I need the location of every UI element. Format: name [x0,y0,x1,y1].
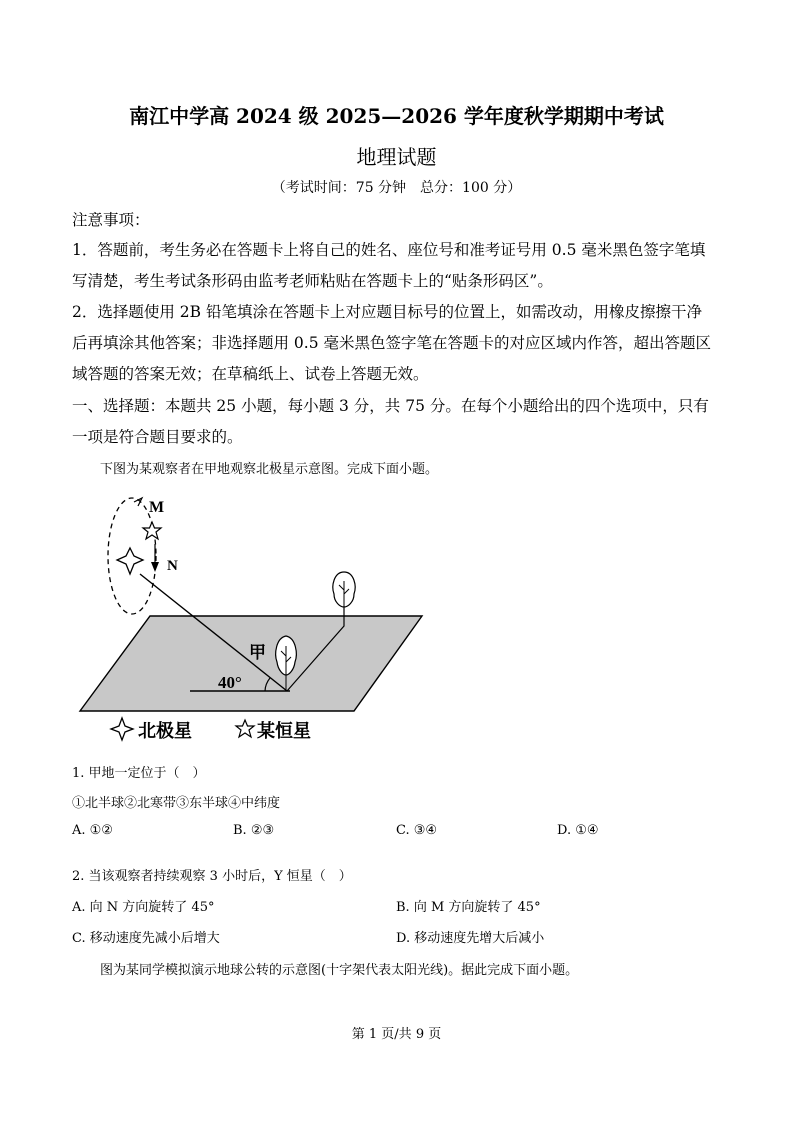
subject-title: 地理试题 [356,145,437,169]
ground-plane [80,616,422,711]
section-1-heading-line-2: 一项是符合题目要求的。 [72,428,243,446]
q1-option-c: C. ③④ [396,823,438,838]
angle-label: 40° [218,673,242,692]
q2-stem: 2. 当该观察者持续观察 3 小时后，Y 恒星（ ） [72,869,352,884]
exam-title: 南江中学高 2024 级 2025—2026 学年度秋学期期中考试 [129,104,664,128]
notice-heading: 注意事项： [72,211,150,229]
notice-item-1-line-1: 1．答题前，考生务必在答题卡上将自己的姓名、座位号和准考证号用 0.5 毫米黑色签字笔填 [72,241,706,259]
q1-conditions: ①北半球②北寒带③东半球④中纬度 [72,796,281,811]
notice-item-2-line-3: 域答题的答案无效；在草稿纸上、试卷上答题无效。 [72,365,429,383]
q2-option-c: C. 移动速度先减小后增大 [72,931,220,946]
q2-option-a: A. 向 N 方向旋转了 45° [72,900,215,915]
legend-polaris-label: 北极星 [138,721,192,742]
polaris-observation-figure [72,486,432,752]
q1-stem: 1. 甲地一定位于（ ） [72,766,206,781]
q1-option-b: B. ②③ [233,823,275,838]
legend-star-icon [236,720,254,737]
q2-option-b: B. 向 M 方向旋转了 45° [396,900,541,915]
legend-polaris-icon [111,718,133,740]
exam-info: （考试时间：75 分钟 总分：100 分） [271,180,522,196]
arrow-to-n-head [151,562,159,572]
figure-2-intro: 图为某同学模拟演示地球公转的示意图(十字架代表太阳光线)。据此完成下面小题。 [100,963,579,978]
q2-option-d: D. 移动速度先增大后减小 [396,931,545,946]
q1-option-d: D. ①④ [557,823,599,838]
notice-item-1-line-2: 写清楚，考生考试条形码由监考老师粘贴在答题卡上的“贴条形码区”。 [72,272,553,290]
star-icon [143,522,161,539]
notice-item-2-line-1: 2．选择题使用 2B 铅笔填涂在答题卡上对应题目标号的位置上，如需改动，用橡皮擦擦干净 [72,303,702,321]
polaris-icon [117,548,143,574]
page-footer: 第 1 页/共 9 页 [351,1027,442,1042]
legend-star-label: 某恒星 [257,721,311,742]
far-tree-icon [333,572,355,607]
label-m: M [149,499,165,516]
notice-item-2-line-2: 后再填涂其他答案；非选择题用 0.5 毫米黑色签字笔在答题卡的对应区域内作答，超出答题区 [72,334,712,352]
label-n: N [167,558,178,574]
q1-option-a: A. ①② [72,823,113,838]
section-1-heading-line-1: 一、选择题：本题共 25 小题，每小题 3 分，共 75 分。在每个小题给出的四个选项中，只有 [72,397,709,415]
figure-intro: 下图为某观察者在甲地观察北极星示意图。完成下面小题。 [100,462,439,477]
label-jia: 甲 [249,643,266,663]
